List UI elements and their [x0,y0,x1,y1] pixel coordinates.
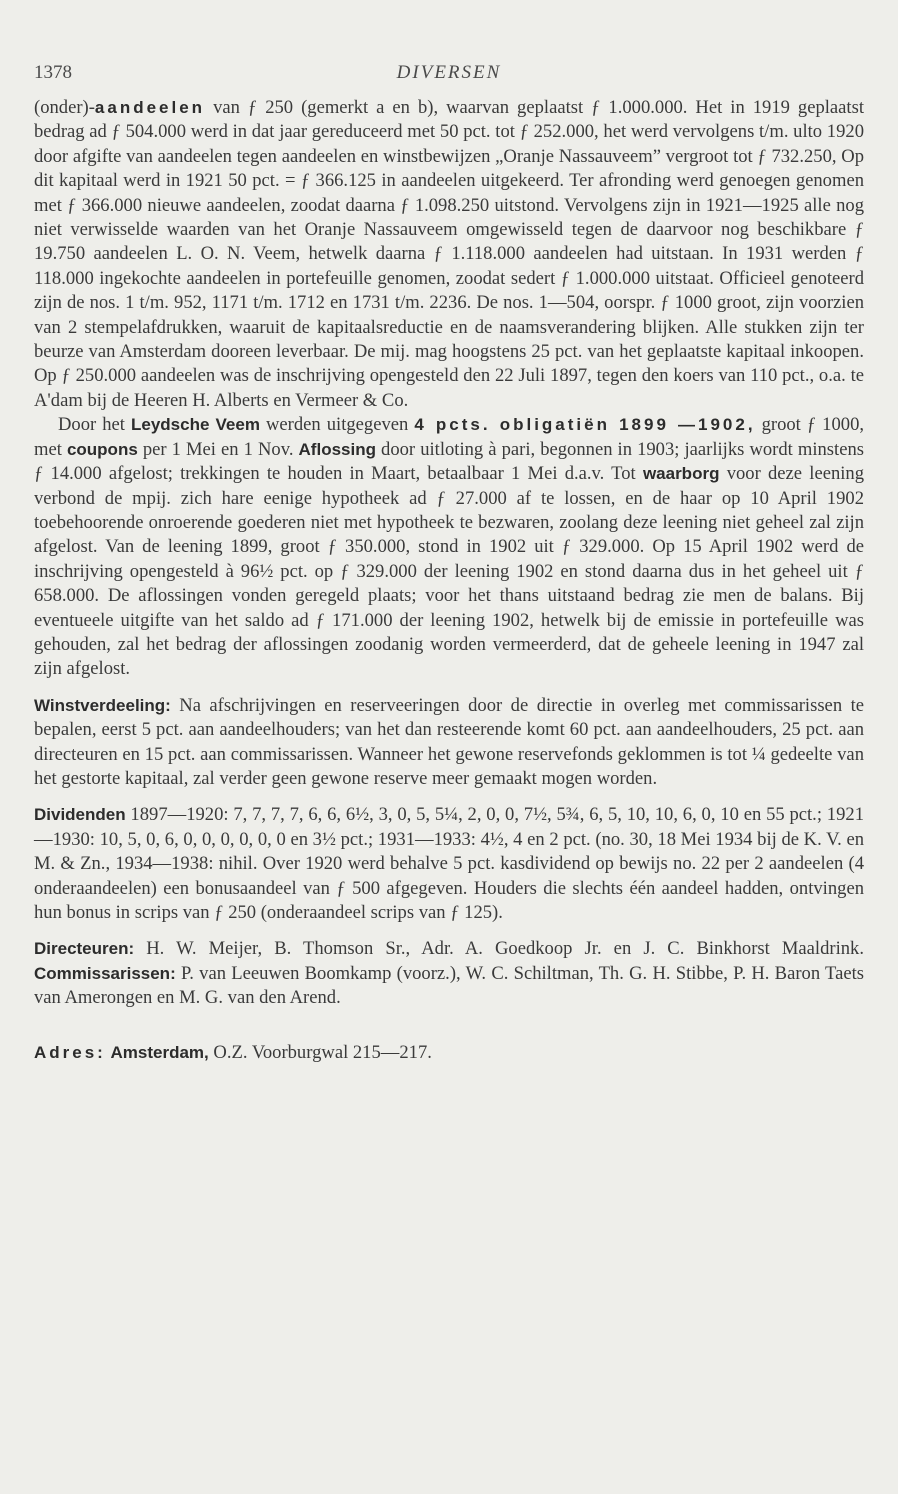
text-run: voor deze leening verbond de mpij. zich hare eenige hypotheek ad ƒ 27.000 af te lossen, en de haar op 10 April 1902 toebehoorende onroerende goederen niet met hypotheek te bezwaren, zoolang deze leening niet geheel zal zijn afgelost. Van de leening 1899, groot ƒ 350.000, stond in 1902 uit ƒ 329.000. Op 15 April 1902 werd de inschrijving opengesteld à 96½ pct. op ƒ 329.000 der leening 1902 en stond daarna dus in het geheel uit ƒ 658.000. De aflossingen vonden geregeld plaats; voor het thans uitstaand bedrag zie men de balans. Bij eventueele uitgifte van het saldo ad ƒ 171.000 der leening 1902, hetwelk bij de emissie in portefeuille was gehouden, zal het bedrag der aflossingen zoodanig worden vermeerderd, dat de geheele leening in 1947 zal zijn afgelost. [34,463,865,680]
text-run: Na afschrijvingen en reserveeringen door de directie in overleg met commissarissen te bepalen, eerst 5 pct. aan aandeelhouders; van het dan resteerende komt 60 pct. aan aandeelhouders, 25 pct. aan directeuren en 15 pct. aan commissarissen. Wanneer het gewone reservefonds geklommen is tot ¼ gedeelte van het gestorte kapitaal, zal verder geen gewone reserve meer gemaakt mogen worden. [34,694,864,789]
page-number: 1378 [34,62,72,83]
term-coupons: coupons [66,439,138,459]
text-run: groot ƒ 1000, met [34,414,865,460]
text-run: Door het [58,414,131,436]
paragraph-bestuur [34,937,864,1010]
running-head: DIVERSEN [396,62,502,83]
heading-commissarissen: Commissarissen: [34,963,176,983]
text-run: door uitloting à pari, begonnen in 1903; jaarlijks wordt minstens ƒ 14.000 afgelost; trekkingen te houden in Maart, betaalbaar 1 Mei d.a.v. Tot [34,438,864,485]
text-run: (onder)- [34,97,95,118]
page-header [34,62,864,88]
term-aflossing: Aflossing [298,439,376,459]
term-leydsche-veem: Leydsche Veem [131,415,260,435]
paragraph-obligatien [34,413,864,681]
text-run: H. W. Meijer, B. Thomson Sr., Adr. A. Goedkoop Jr. en J. C. Binkhorst Maaldrink. [134,938,864,960]
heading-adres: Adres: [34,1042,106,1062]
body-text [34,96,864,1065]
heading-winstverdeeling: Winstverdeeling: [34,695,171,715]
address-street: O.Z. Voorburgwal 215—217. [208,1041,432,1063]
text-run: 1897—1920: 7, 7, 7, 7, 6, 6, 6½, 3, 0, 5, 5¼, 2, 0, 0, 7½, 5¾, 6, 5, 10, 10, 6, 0, 10 en 55 pct.; 1921—1930: 10, 5, 0, 6, 0, 0, 0, 0, 0, 0 en 3½ pct.; 1931—1933: 4½, 4 en 2 pct. (no. 30, 18 Mei 1934 bij de K. V. en M. & Zn., 1934—1938: nihil. Over 1920 werd behalve 5 pct. kasdividend op bewijs no. 22 per 2 aandeelen (4 onderaandeelen) een bonusaandeel van ƒ 500 afgegeven. Houders die slechts één aandeel hadden, ontvingen hun bonus in scrips van ƒ 250 (onderaandeel scrips van ƒ 125). [34,804,864,923]
paragraph-aandeelen [34,96,864,413]
term-waarborg: waarborg [642,464,720,484]
paragraph-adres [34,1041,864,1065]
heading-dividenden: Dividenden [34,805,126,825]
text-run: per 1 Mei en 1 Nov. [137,438,299,460]
term-obligatien: 4 pcts. obligatiën 1899 —1902, [414,415,756,435]
term-aandeelen: aandeelen [94,98,206,117]
text-run: P. van Leeuwen Boomkamp (voorz.), W. C. Schiltman, Th. G. H. Stibbe, P. H. Baron Taets van Amerongen en M. G. van den Arend. [34,962,864,1009]
paragraph-winstverdeeling [34,694,864,792]
paragraph-dividenden [34,803,864,925]
heading-directeuren: Directeuren: [34,939,135,959]
text-run: werden uitgegeven [259,414,415,436]
text-run: van ƒ 250 (gemerkt a en b), waarvan geplaatst ƒ 1.000.000. Het in 1919 geplaatst bedrag ad ƒ 504.000 werd in dat jaar gereduceerd met 50 pct. tot ƒ 252.000, het werd vervolgens t/m. ulto 1920 door afgifte van aandeelen tegen aandeelen en winstbewijzen „Oranje Nassauveem” vergroot tot ƒ 732.250, Op dit kapitaal werd in 1921 50 pct. = ƒ 366.125 in aandeelen uitgekeerd. Ter afronding werd genoegen genomen met ƒ 366.000 nieuwe aandeelen, zoodat daarna ƒ 1.098.250 uitstond. Vervolgens zijn in 1921—1925 alle nog niet verwisselde waarden van het Oranje Nassauveem omgewisseld tegen de daarvoor nog beschikbare ƒ 19.750 aandeelen L. O. N. Veem, hetwelk daarna ƒ 1.118.000 aandeelen had uitstaan. In 1931 werden ƒ 118.000 ingekochte aandeelen in portefeuille genomen, zoodat sedert ƒ 1.000.000 uitstaat. Officieel genoteerd zijn de nos. 1 t/m. 952, 1171 t/m. 1712 en 1731 t/m. 2236. De nos. 1—504, oorspr. ƒ 1000 groot, zijn voorzien van 2 stempelafdrukken, waaruit de kapitaalsreductie en de naamsverandering blijken. Alle stukken zijn ter beurze van Amsterdam dooreen leverbaar. De mij. mag hoogstens 25 pct. van het geplaatste kapitaal inkoopen. Op ƒ 250.000 aandeelen was de inschrijving opengesteld den 22 Juli 1897, tegen den koers van 110 pct., o.a. te A'dam bij de Heeren H. Alberts en Vermeer & Co. [34,97,864,411]
address-city: Amsterdam, [110,1042,209,1062]
